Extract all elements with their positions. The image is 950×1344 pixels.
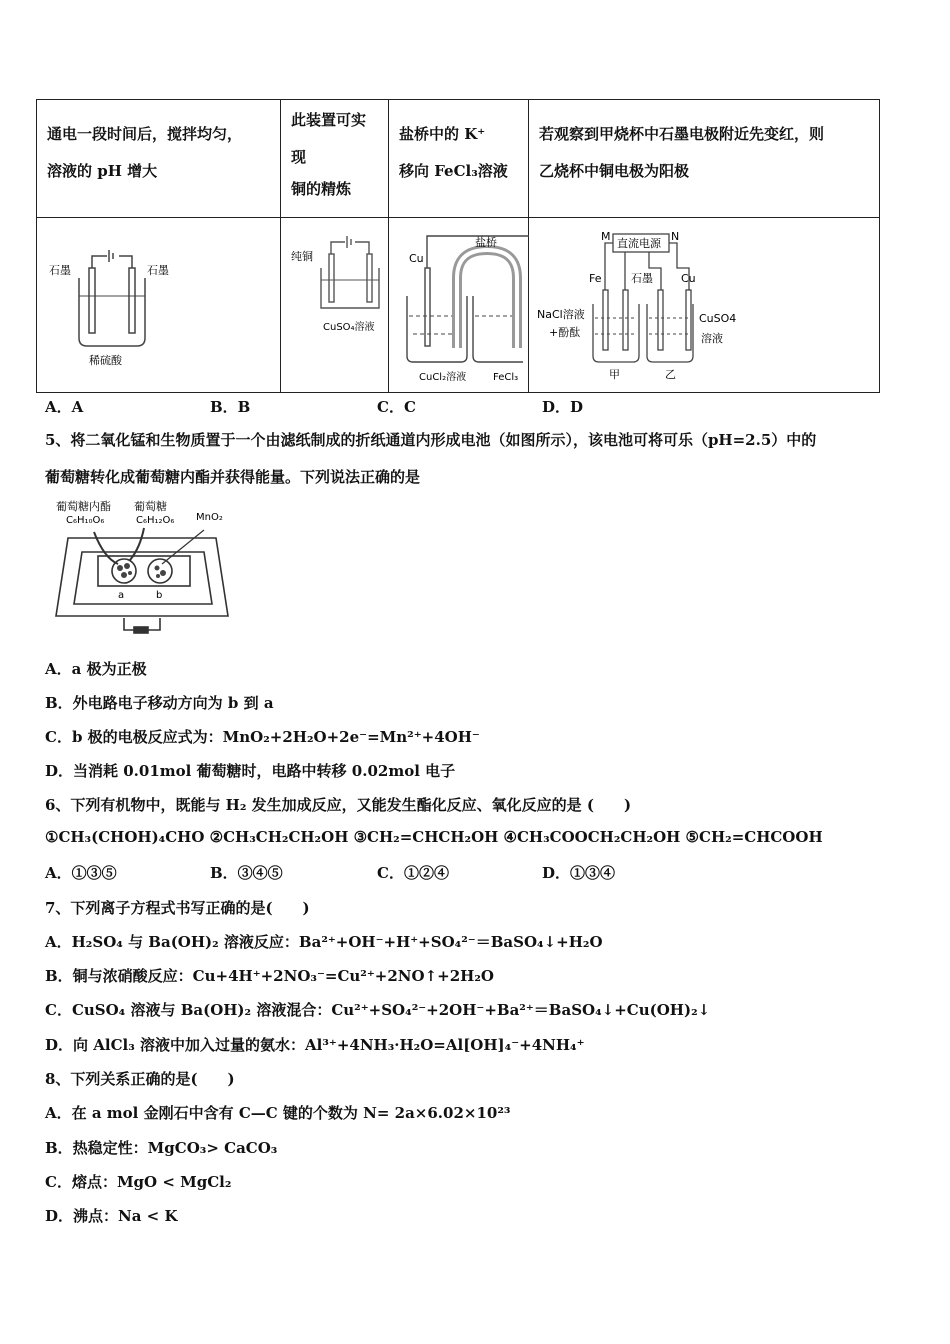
q4-cell-c-line2: 移向 FeCl₃溶液 — [399, 162, 508, 180]
fig-d-cu-label: Cu — [681, 272, 696, 285]
q7-option-b[interactable]: B．铜与浓硝酸反应：Cu+4H⁺+2NO₃⁻=Cu²⁺+2NO↑+2H₂O — [45, 967, 494, 985]
fig-c-bridge-label: 盐桥 — [475, 236, 497, 249]
q7-stem: 7、下列离子方程式书写正确的是( ) — [45, 899, 310, 917]
q5-option-d[interactable]: D．当消耗 0.01mol 葡萄糖时，电路中转移 0.02mol 电子 — [45, 762, 456, 780]
q6-option-d[interactable]: D．①③④ — [542, 864, 616, 882]
q8-stem: 8、下列关系正确的是( ) — [45, 1070, 235, 1088]
q5-fig-a-label: a — [118, 590, 125, 601]
q5-fig-lactone-label: 葡萄糖内酯 — [56, 500, 111, 513]
fig-d-m-label: M — [601, 230, 611, 243]
q4-cell-d-line1: 若观察到甲烧杯中石墨电极附近先变红，则 — [539, 125, 825, 143]
fig-d-power-label: 直流电源 — [617, 237, 661, 250]
fig-d-jia-label: 甲 — [609, 368, 620, 381]
q5-option-c[interactable]: C．b 极的电极反应式为：MnO₂+2H₂O+2e⁻=Mn²⁺+4OH⁻ — [45, 728, 480, 746]
fig-d-right-sol2: 溶液 — [701, 332, 723, 345]
q4-option-a[interactable]: A．A — [45, 398, 84, 416]
fig-d-left-sol1: NaCl溶液 — [537, 308, 585, 321]
q4-options — [0, 396, 950, 416]
electrolysis-diagram-b — [281, 218, 389, 388]
fig-d-fe-label: Fe — [589, 272, 602, 285]
fig-d-left-sol2: +酚酞 — [549, 326, 581, 339]
q5-battery-figure — [44, 498, 244, 638]
electrolysis-diagram-d — [529, 218, 880, 388]
fig-d-yi-label: 乙 — [665, 368, 676, 381]
q4-cell-b-line3: 铜的精炼 — [291, 180, 352, 198]
q4-cell-b-line2: 现 — [291, 148, 307, 166]
q6-option-a[interactable]: A．①③⑤ — [45, 864, 117, 882]
fig-a-right-label: 石墨 — [147, 264, 169, 277]
fig-d-graphite-label: 石墨 — [631, 272, 653, 285]
q4-figure-b — [281, 218, 389, 393]
q5-stem-line1: 5、将二氧化锰和生物质置于一个由滤纸制成的折纸通道内形成电池（如图所示），该电池可将可乐（pH=2.5）中的 — [45, 431, 817, 449]
q4-option-d[interactable]: D．D — [542, 398, 584, 416]
fig-d-n-label: N — [671, 230, 680, 243]
fig-b-left-label: 纯铜 — [291, 250, 313, 263]
q4-table — [36, 99, 880, 393]
q6-compounds: ①CH₃(CHOH)₄CHO ②CH₃CH₂CH₂OH ③CH₂=CHCH₂OH ④CH₃COOCH₂CH₂OH ⑤CH₂=CHCOOH — [45, 828, 823, 846]
q4-cell-b-line1: 此装置可实 — [291, 111, 367, 129]
q6-stem: 6、下列有机物中，既能与 H₂ 发生加成反应，又能发生酯化反应、氧化反应的是 ( ) — [45, 796, 632, 814]
q4-option-c[interactable]: C．C — [377, 398, 416, 416]
fig-c-right-solution: FeCl₃ — [493, 372, 519, 383]
q8-option-a[interactable]: A．在 a mol 金刚石中含有 C—C 键的个数为 N= 2a×6.02×10²³ — [45, 1104, 511, 1122]
q4-figure-d — [529, 218, 880, 393]
galvanic-cell-diagram-c — [389, 218, 529, 388]
q7-option-d[interactable]: D．向 AlCl₃ 溶液中加入过量的氨水：Al³⁺+4NH₃·H₂O=Al[OH]₄⁻+4NH₄⁺ — [45, 1036, 585, 1054]
q8-option-c[interactable]: C．熔点：MgO < MgCl₂ — [45, 1173, 232, 1191]
q5-fig-glucose-label: 葡萄糖 — [134, 500, 167, 513]
q4-cell-c-line1: 盐桥中的 K⁺ — [399, 125, 486, 143]
q7-option-a[interactable]: A．H₂SO₄ 与 Ba(OH)₂ 溶液反应：Ba²⁺+OH⁻+H⁺+SO₄²⁻＝BaSO₄↓+H₂O — [45, 933, 603, 951]
q5-fig-lactone-formula: C₆H₁₀O₆ — [66, 515, 105, 526]
q6-options — [0, 862, 950, 882]
q5-option-a[interactable]: A．a 极为正极 — [45, 660, 147, 678]
q5-stem-line2: 葡萄糖转化成葡萄糖内酯并获得能量。下列说法正确的是 — [45, 468, 421, 486]
q6-option-c[interactable]: C．①②④ — [377, 864, 449, 882]
q4-cell-d-line2: 乙烧杯中铜电极为阳极 — [539, 162, 690, 180]
fig-a-bottom-label: 稀硫酸 — [89, 354, 122, 367]
q5-option-b[interactable]: B．外电路电子移动方向为 b 到 a — [45, 694, 274, 712]
fig-c-left-solution: CuCl₂溶液 — [419, 372, 467, 383]
fig-a-left-label: 石墨 — [49, 264, 71, 277]
q4-cell-d — [529, 100, 880, 218]
q5-fig-mno2-label: MnO₂ — [196, 512, 223, 523]
electrolysis-diagram-a — [37, 218, 281, 388]
q5-fig-glucose-formula: C₆H₁₂O₆ — [136, 515, 175, 526]
q4-figure-a — [37, 218, 281, 393]
q5-fig-b-label: b — [156, 590, 163, 601]
q4-figure-c — [389, 218, 529, 393]
fig-d-right-sol1: CuSO4 — [699, 312, 737, 325]
q4-cell-a — [37, 100, 281, 218]
q6-option-b[interactable]: B．③④⑤ — [210, 864, 283, 882]
q8-option-b[interactable]: B．热稳定性：MgCO₃> CaCO₃ — [45, 1139, 278, 1157]
fig-b-bottom-label: CuSO₄溶液 — [323, 322, 375, 333]
q4-cell-c — [389, 100, 529, 218]
q4-option-b[interactable]: B．B — [210, 398, 251, 416]
q4-cell-a-line1: 通电一段时间后，搅拌均匀， — [47, 125, 243, 143]
q8-option-d[interactable]: D．沸点：Na < K — [45, 1207, 178, 1225]
fig-c-electrode-label: Cu — [409, 252, 424, 265]
q4-cell-b — [281, 100, 389, 218]
q7-option-c[interactable]: C．CuSO₄ 溶液与 Ba(OH)₂ 溶液混合：Cu²⁺+SO₄²⁻+2OH⁻+Ba²⁺＝BaSO₄↓+Cu(OH)₂↓ — [45, 1001, 711, 1019]
q4-cell-a-line2: 溶液的 pH 增大 — [47, 162, 158, 180]
